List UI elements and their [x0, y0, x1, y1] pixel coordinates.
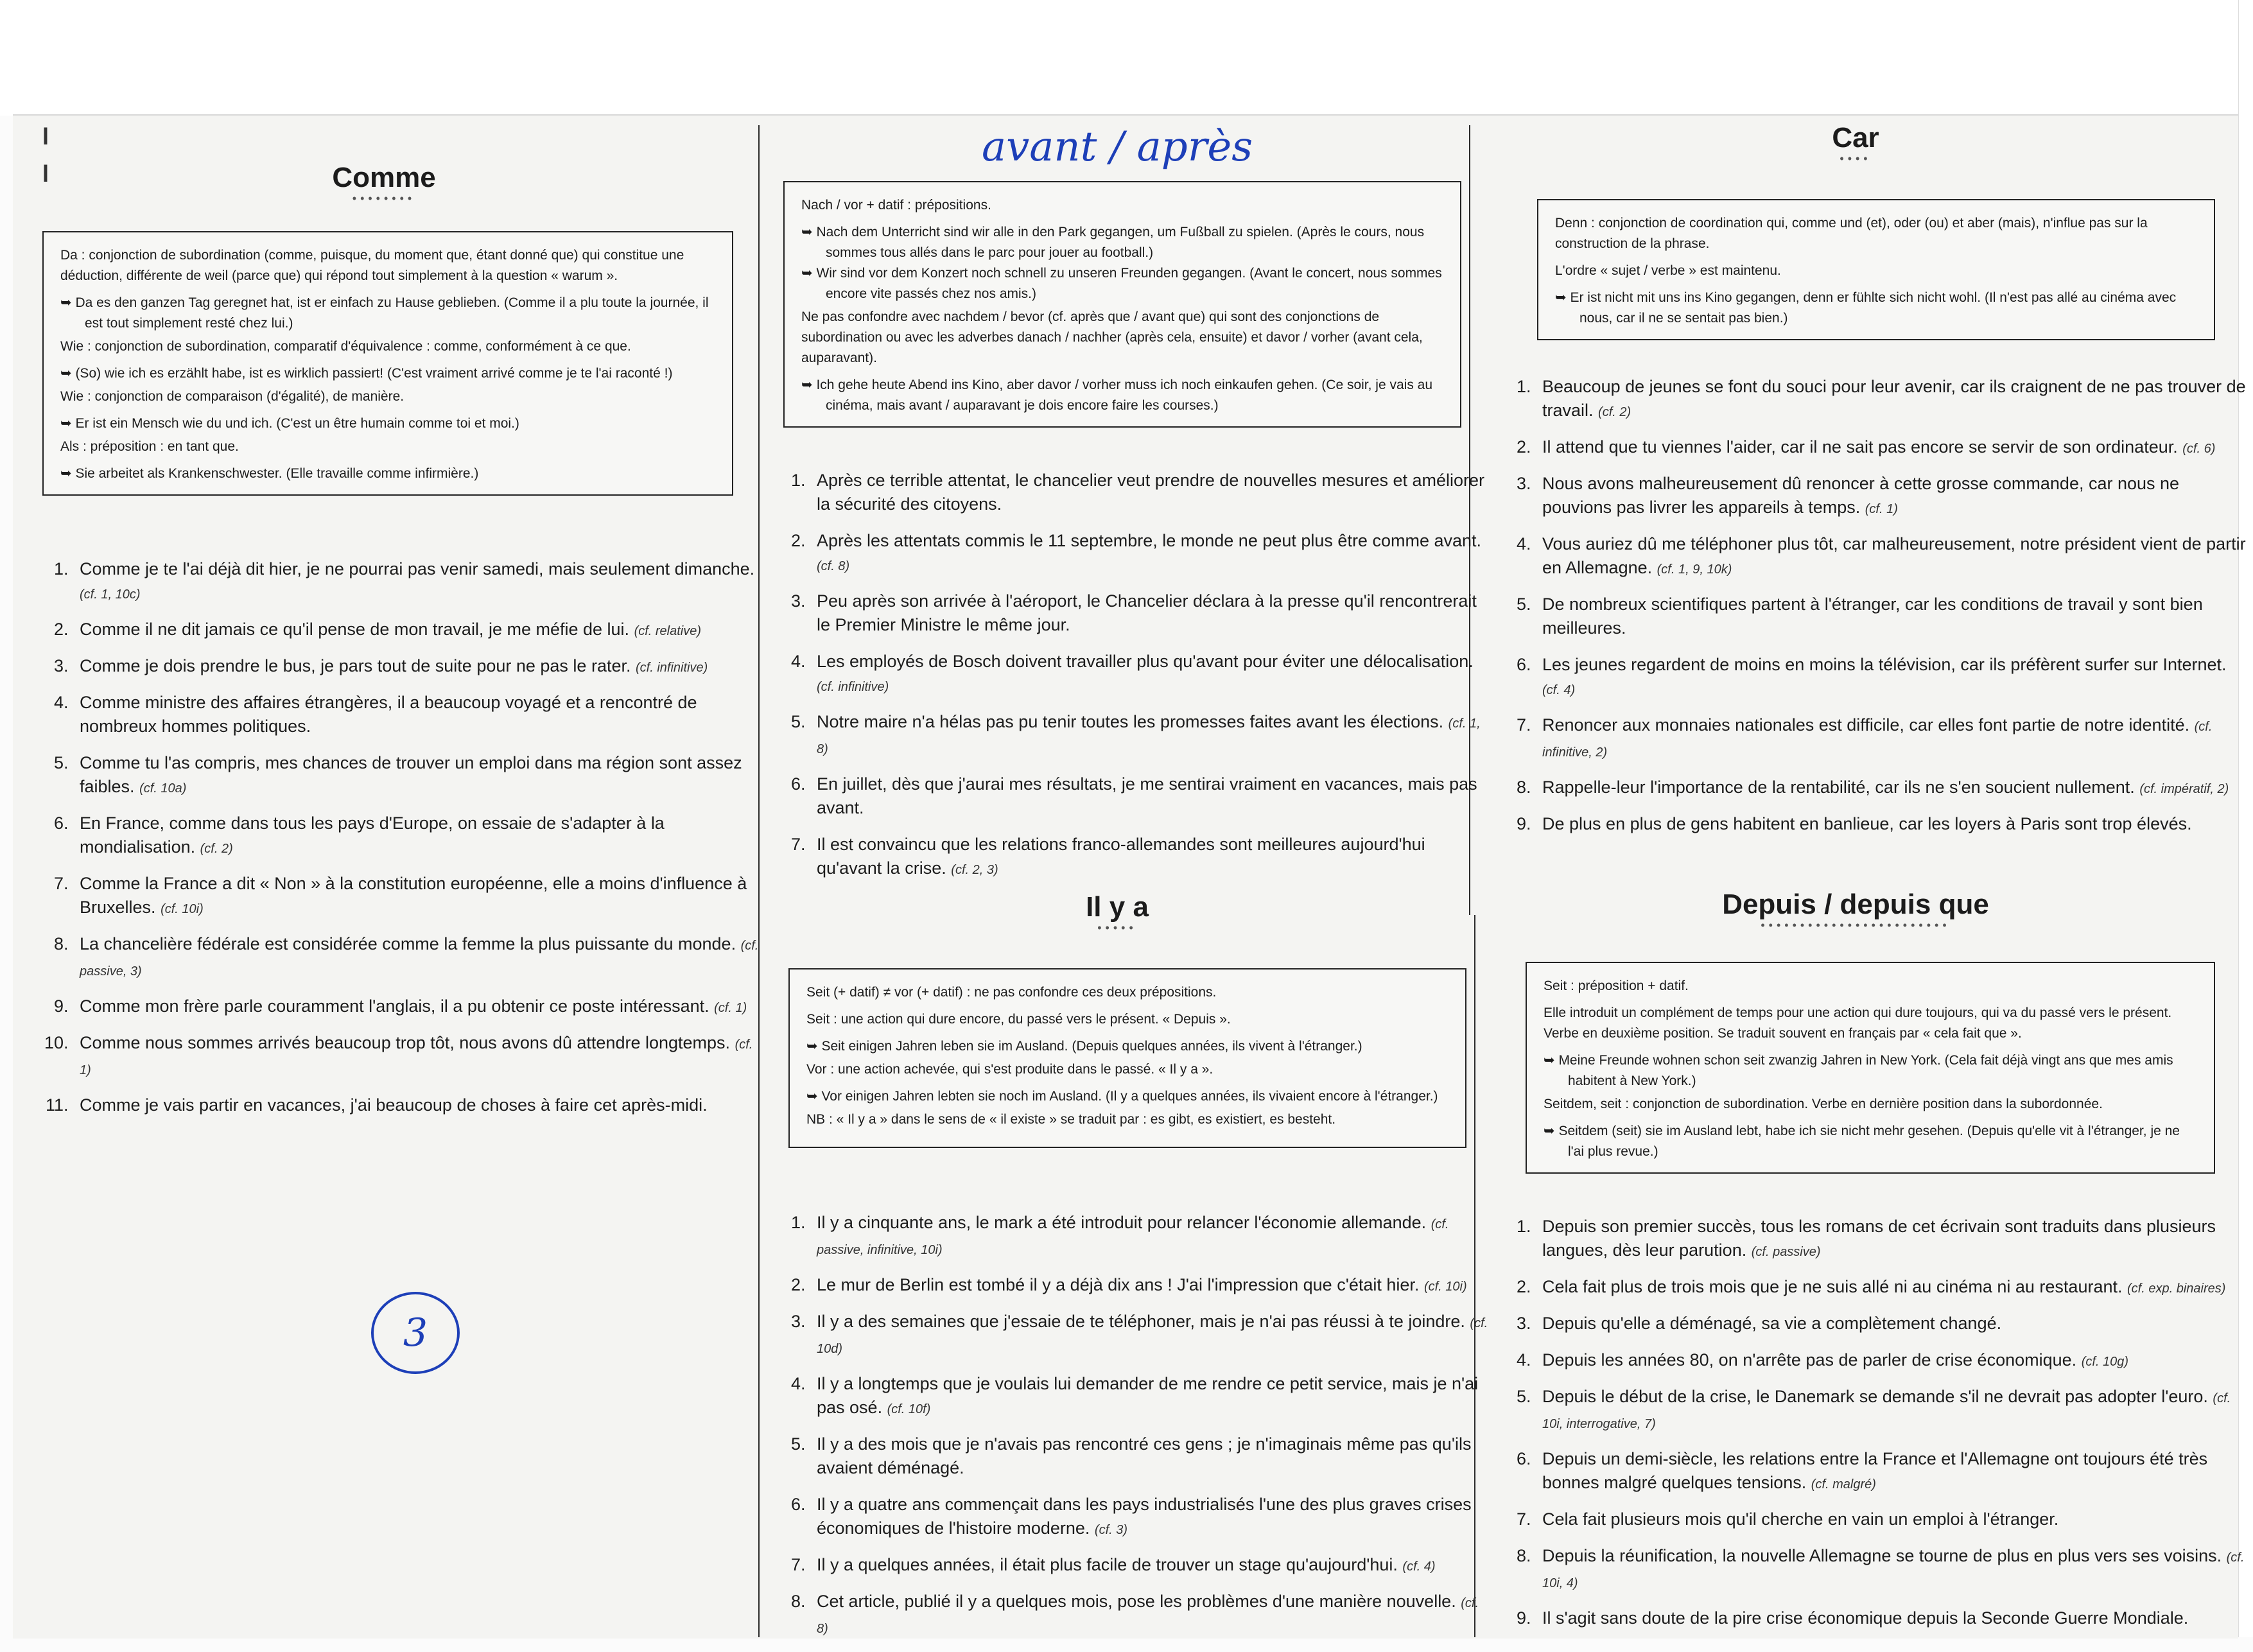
exercise-item: 8. Cet article, publié il y a quelques mois, pose les problèmes d'une manière nouvelle. (cf. 8) — [810, 1590, 1491, 1641]
grammar-box — [783, 181, 1461, 428]
box-example: ➥ (So) wie ich es erzählt habe, ist es wirklich passiert! (C'est vraiment arrivé comme je te l'ai raconté !) — [60, 366, 673, 381]
exercise-item: 5. De nombreux scientifiques partent à l'étranger, car les conditions de travail y sont bien meilleures. — [1536, 593, 2249, 642]
box-example: ➥ Ich gehe heute Abend ins Kino, aber davor / vorher muss ich noch einkaufen gehen. (Ce soir, je vais au cinéma, mais avant / auparavant je dois encore faire les courses.) — [801, 378, 1433, 413]
exercise-item: 3. Peu après son arrivée à l'aéroport, le Chancelier déclara à la presse qu'il rencontrerait le Premier Ministre le même jour. — [810, 589, 1491, 639]
exercise-item: 5. Notre maire n'a hélas pas pu tenir toutes les promesses faites avant les élections. (cf. 1, 8) — [810, 710, 1491, 761]
exercise-item: 5. Il y a des mois que je n'avais pas rencontré ces gens ; je n'imaginais même pas qu'ils avaient déménagé. — [810, 1432, 1491, 1482]
exercise-item: 8. La chancelière fédérale est considérée comme la femme la plus puissante du monde. (cf. passive, 3) — [73, 932, 760, 984]
section-title: Depuis / depuis que — [1722, 889, 1989, 920]
box-rule: Nach / vor + datif : prépositions. — [801, 198, 991, 213]
exercise-item: 7. Comme la France a dit « Non » à la constitution européenne, elle a moins d'influence à Bruxelles. (cf. 10i) — [73, 872, 760, 921]
exercise-item: 7. Il est convaincu que les relations franco-allemandes sont meilleures aujourd'hui qu'avant la crise. (cf. 2, 3) — [810, 833, 1491, 882]
box-rule: Wie : conjonction de subordination, comparatif d'équivalence : comme, conformément à ce que. — [60, 339, 631, 354]
grammar-box — [1526, 962, 2215, 1174]
exercise-item: 6. Il y a quatre ans commençait dans les pays industrialisés l'une des plus graves crises économiques de l'histoire moderne. (cf. 3) — [810, 1493, 1491, 1542]
box-example: ➥ Er ist nicht mit uns ins Kino gegangen, denn er fühlte sich nicht wohl. (Il n'est pas allé au cinéma avec nous, car il ne se sentait pas bien.) — [1555, 290, 2177, 326]
title-underline-dots: •••••••••••••••••••••••• — [1761, 919, 1951, 932]
exercise-item: 3. Il y a des semaines que j'essaie de te téléphoner, mais je n'ai pas réussi à te joindre. (cf. 10d) — [810, 1310, 1491, 1361]
section-title: Comme — [332, 162, 436, 193]
exercise-item: 1. Comme je te l'ai déjà dit hier, je ne pourrai pas venir samedi, mais seulement dimanche. (cf. 1, 10c) — [73, 557, 760, 607]
box-example: ➥ Da es den ganzen Tag geregnet hat, ist er einfach zu Hause geblieben. (Comme il a plu toute la journée, il est tout simplement resté chez lui.) — [60, 295, 709, 331]
box-example: ➥ Meine Freunde wohnen schon seit zwanzig Jahren in New York. (Cela fait déjà vingt ans que mes amis habitent à New York.) — [1544, 1053, 2173, 1088]
exercise-item: 6. En France, comme dans tous les pays d'Europe, on essaie de s'adapter à la mondialisation. (cf. 2) — [73, 812, 760, 861]
grammar-box — [788, 968, 1466, 1148]
binder-mark: l — [42, 161, 49, 187]
exercise-item: 4. Comme ministre des affaires étrangères, il a beaucoup voyagé et a rencontré de nombreux hommes politiques. — [73, 691, 760, 740]
exercise-item: 8. Depuis la réunification, la nouvelle Allemagne se tourne de plus en plus vers ses voisins. (cf. 10i, 4) — [1536, 1544, 2249, 1595]
exercise-item: 1. Il y a cinquante ans, le mark a été introduit pour relancer l'économie allemande. (cf. passive, infinitive, 10i) — [810, 1211, 1491, 1262]
box-example: ➥ Er ist ein Mensch wie du und ich. (C'est un être humain comme toi et moi.) — [60, 416, 519, 431]
exercise-item: 6. Les jeunes regardent de moins en moins la télévision, car ils préfèrent surfer sur Internet. (cf. 4) — [1536, 653, 2249, 702]
exercise-item: 3. Comme je dois prendre le bus, je pars tout de suite pour ne pas le rater. (cf. infinitive) — [73, 654, 760, 680]
exercise-item: 10. Comme nous sommes arrivés beaucoup trop tôt, nous avons dû attendre longtemps. (cf. 1) — [73, 1031, 760, 1082]
exercise-item: 1. Après ce terrible attentat, le chancelier veut prendre de nouvelles mesures et améliorer la sécurité des citoyens. — [810, 469, 1491, 518]
exercise-list — [777, 469, 1491, 893]
exercise-item: 7. Cela fait plusieurs mois qu'il cherche en vain un emploi à l'étranger. — [1536, 1508, 2249, 1533]
exercise-item: 9. De plus en plus de gens habitent en banlieue, car les loyers à Paris sont trop élevés. — [1536, 812, 2249, 838]
exercise-list — [40, 557, 760, 1130]
exercise-item: 2. Il attend que tu viennes l'aider, car il ne sait pas encore se servir de son ordinateur. (cf. 6) — [1536, 435, 2249, 461]
exercise-list — [1502, 1215, 2249, 1643]
box-example: ➥ Seit einigen Jahren leben sie im Ausland. (Depuis quelques années, ils vivent à l'étranger.) — [806, 1039, 1362, 1054]
title-underline-dots: ••••• — [1097, 921, 1137, 934]
box-rule: Seit : préposition + datif. — [1544, 978, 1689, 993]
box-example: ➥ Wir sind vor dem Konzert noch schnell zu unseren Freunden gegangen. (Avant le concert, nous sommes encore vite passés chez nos amis.) — [801, 266, 1442, 301]
exercise-item: 8. Rappelle-leur l'importance de la rentabilité, car ils ne s'en soucient nullement. (cf. impératif, 2) — [1536, 776, 2249, 801]
exercise-item: 1. Beaucoup de jeunes se font du souci pour leur avenir, car ils craignent de ne pas trouver de travail. (cf. 2) — [1536, 375, 2249, 424]
exercise-item: 7. Renoncer aux monnaies nationales est difficile, car elles font partie de notre identité. (cf. infinitive, 2) — [1536, 713, 2249, 765]
box-rule: Ne pas confondre avec nachdem / bevor (cf. après que / avant que) qui sont des conjonctions de subordination ou avec les adverbes danach / nachher (après cela, ensuite) et davor / vorher (avant cela, auparavant). — [801, 309, 1423, 365]
grammar-box — [42, 231, 733, 496]
exercise-item: 2. Cela fait plus de trois mois que je ne suis allé ni au cinéma ni au restaurant. (cf. exp. binaires) — [1536, 1275, 2249, 1301]
exercise-list — [777, 1211, 1491, 1652]
handwritten-page-number: 3 — [371, 1292, 460, 1374]
box-rule: NB : « Il y a » dans le sens de « il existe » se traduit par : es gibt, es existiert, es besteht. — [806, 1112, 1336, 1127]
exercise-item: 2. Après les attentats commis le 11 septembre, le monde ne peut plus être comme avant. (cf. 8) — [810, 529, 1491, 578]
exercise-item: 6. En juillet, dès que j'aurai mes résultats, je me sentirai vraiment en vacances, mais pas avant. — [810, 772, 1491, 822]
exercise-item: 1. Depuis son premier succès, tous les romans de cet écrivain sont traduits dans plusieurs langues, dès leur parution. (cf. passive) — [1536, 1215, 2249, 1264]
exercise-item: 9. Comme mon frère parle couramment l'anglais, il a pu obtenir ce poste intéressant. (cf. 1) — [73, 995, 760, 1020]
exercise-item: 4. Les employés de Bosch doivent travailler plus qu'avant pour éviter une délocalisation. (cf. infinitive) — [810, 650, 1491, 699]
handwritten-title: avant / après — [981, 123, 1253, 171]
exercise-item: 3. Nous avons malheureusement dû renoncer à cette grosse commande, car nous ne pouvions pas livrer les appareils à temps. (cf. 1) — [1536, 472, 2249, 521]
box-rule: Seit : une action qui dure encore, du passé vers le présent. « Depuis ». — [806, 1012, 1231, 1027]
box-rule: Denn : conjonction de coordination qui, comme und (et), oder (ou) et aber (mais), n'influe pas sur la construction de la phrase. — [1555, 216, 2148, 251]
exercise-item: 2. Le mur de Berlin est tombé il y a déjà dix ans ! J'ai l'impression que c'était hier. (cf. 10i) — [810, 1273, 1491, 1299]
exercise-item: 5. Comme tu l'as compris, mes chances de trouver un emploi dans ma région sont assez faibles. (cf. 10a) — [73, 751, 760, 801]
exercise-item: 5. Depuis le début de la crise, le Danemark se demande s'il ne devrait pas adopter l'euro. (cf. 10i, interrogative, 7) — [1536, 1385, 2249, 1436]
exercise-list — [1502, 375, 2249, 849]
exercise-item: 6. Depuis un demi-siècle, les relations entre la France et l'Allemagne ont toujours été très bonnes malgré quelques tensions. (cf. malgré) — [1536, 1447, 2249, 1497]
box-example: ➥ Seitdem (seit) sie im Ausland lebt, habe ich sie nicht mehr gesehen. (Depuis qu'elle vit à l'étranger, je ne l'ai plus revue.) — [1544, 1124, 2180, 1159]
box-rule: Als : préposition : en tant que. — [60, 439, 239, 454]
exercise-item: 9. Il s'agit sans doute de la pire crise économique depuis la Seconde Guerre Mondiale. — [1536, 1606, 2249, 1632]
box-rule: Seitdem, seit : conjonction de subordination. Verbe en dernière position dans la subordonnée. — [1544, 1097, 2103, 1111]
box-rule: Vor : une action achevée, qui s'est produite dans le passé. « Il y a ». — [806, 1062, 1213, 1077]
exercise-item: 7. Il y a quelques années, il était plus facile de trouver un stage qu'aujourd'hui. (cf. 4) — [810, 1553, 1491, 1579]
box-rule: Wie : conjonction de comparaison (d'égalité), de manière. — [60, 389, 404, 404]
exercise-item: 3. Depuis qu'elle a déménagé, sa vie a complètement changé. — [1536, 1312, 2249, 1337]
box-example: ➥ Sie arbeitet als Krankenschwester. (Elle travaille comme infirmière.) — [60, 466, 479, 481]
exercise-item: 11. Comme je vais partir en vacances, j'ai beaucoup de choses à faire cet après-midi. — [73, 1093, 760, 1119]
exercise-item: 4. Depuis les années 80, on n'arrête pas de parler de crise économique. (cf. 10g) — [1536, 1348, 2249, 1374]
box-rule: Elle introduit un complément de temps pour une action qui dure toujours, qui va du passé vers le présent. Verbe en deuxième position. Se traduit souvent en français par « cela fait que ». — [1544, 1005, 2172, 1041]
scan-top-margin — [0, 0, 2253, 116]
box-example: ➥ Vor einigen Jahren lebten sie noch im Ausland. (Il y a quelques années, ils vivaient encore à l'étranger.) — [806, 1089, 1438, 1104]
title-underline-dots: •••• — [1840, 152, 1872, 165]
box-example: ➥ Nach dem Unterricht sind wir alle in den Park gegangen, um Fußball zu spielen. (Après le cours, nous sommes tous allés dans le parc pour jouer au football.) — [801, 225, 1425, 260]
binder-mark: l — [42, 123, 49, 150]
exercise-item: 2. Comme il ne dit jamais ce qu'il pense de mon travail, je me méfie de lui. (cf. relative) — [73, 618, 760, 643]
box-rule: Da : conjonction de subordination (comme, puisque, du moment que, étant donné que) qui constitue une déduction, différente de weil (parce que) qui répond tout simplement à la question « warum ». — [60, 248, 684, 283]
section-title: Il y a — [1086, 891, 1149, 923]
exercise-item: 4. Vous auriez dû me téléphoner plus tôt, car malheureusement, notre président vient de partir en Allemagne. (cf. 1, 9, 10k) — [1536, 532, 2249, 582]
grammar-box — [1537, 199, 2215, 340]
box-rule: Seit (+ datif) ≠ vor (+ datif) : ne pas confondre ces deux prépositions. — [806, 985, 1217, 1000]
section-title: Car — [1832, 122, 1879, 153]
exercise-item: 4. Il y a longtemps que je voulais lui demander de me rendre ce petit service, mais je n'ai pas osé. (cf. 10f) — [810, 1372, 1491, 1422]
box-rule: L'ordre « sujet / verbe » est maintenu. — [1555, 263, 1781, 278]
title-underline-dots: •••••••• — [352, 192, 416, 205]
